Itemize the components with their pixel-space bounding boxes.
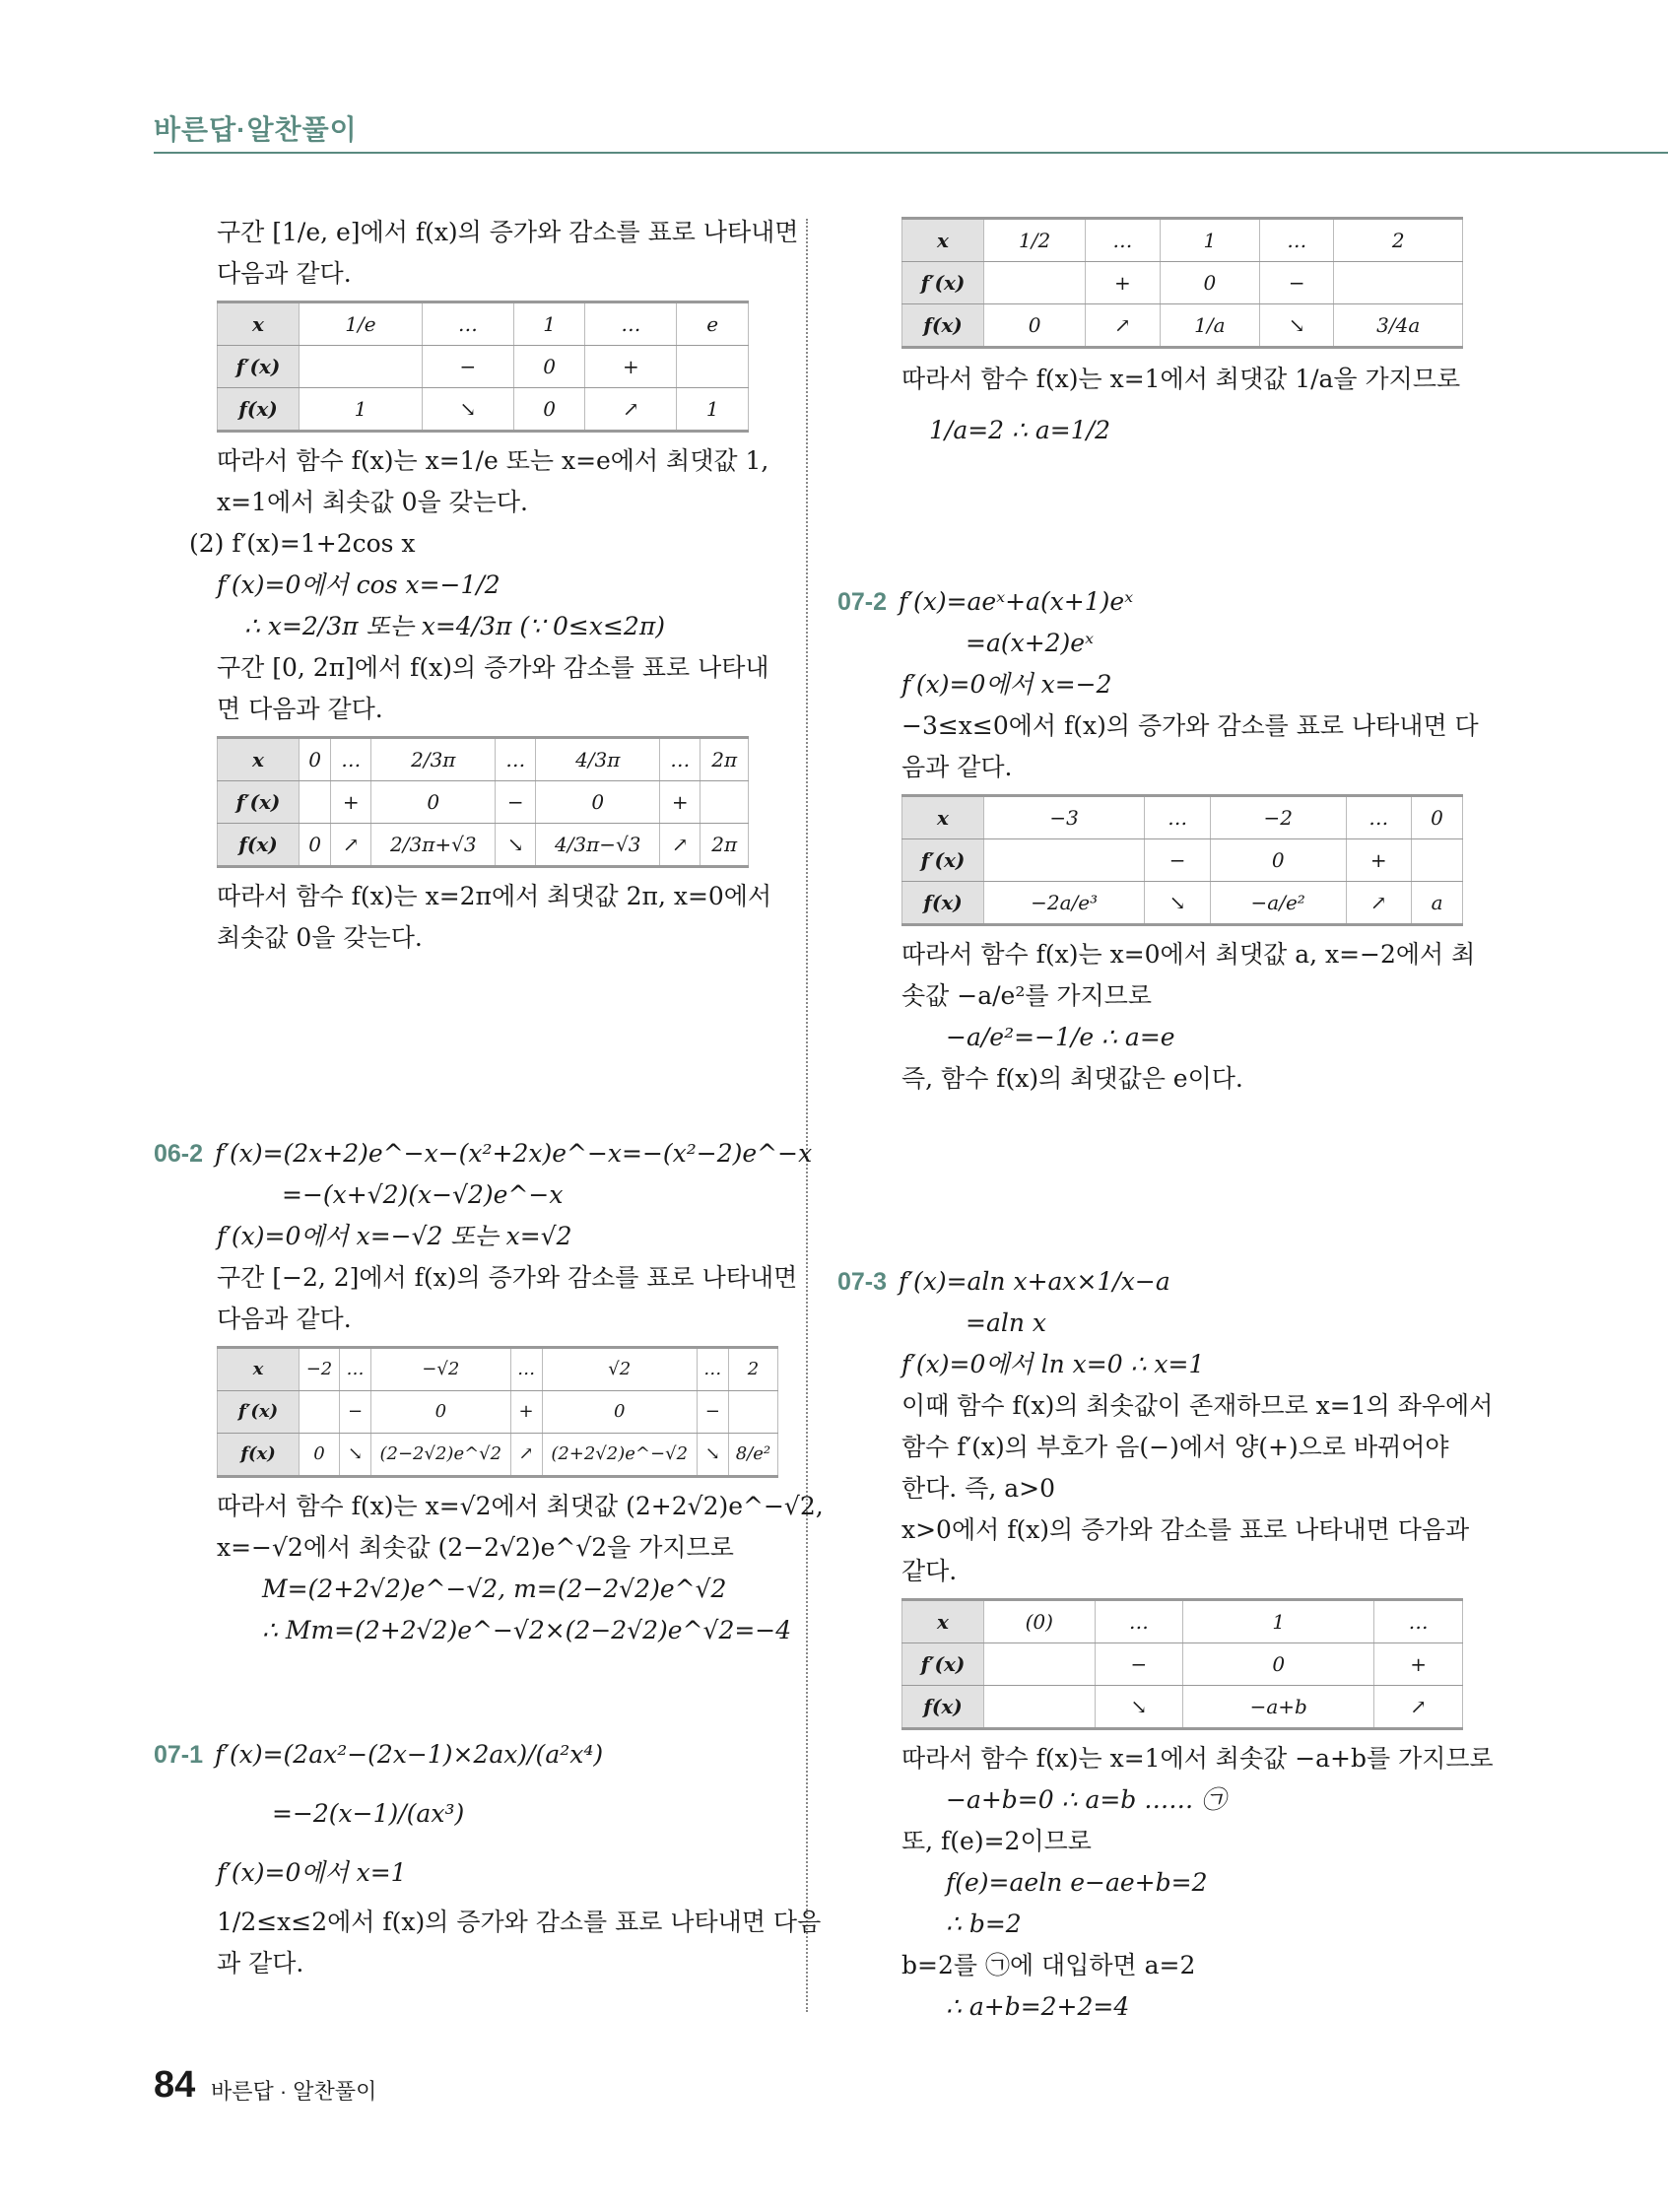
table-cell: f(x) — [218, 1434, 300, 1477]
table-cell: x — [902, 1600, 984, 1643]
table-cell: … — [585, 302, 677, 346]
table-cell: f′(x) — [218, 346, 300, 388]
equation-line: =a(x+2)eˣ — [966, 629, 1094, 657]
equation-line: f′(x)=0에서 cos x=−1/2 — [217, 570, 500, 599]
table-cell — [300, 1391, 340, 1434]
text-line: −3≤x≤0에서 f(x)의 증가와 감소를 표로 나타내면 다 — [901, 711, 1479, 740]
table-cell: … — [339, 1348, 370, 1391]
table-cell — [1334, 262, 1463, 304]
section-06-2 — [154, 1133, 824, 1651]
table-cell: ↘ — [1260, 304, 1334, 348]
table-row — [218, 302, 749, 346]
table-cell — [728, 1391, 777, 1434]
table-cell: − — [422, 346, 513, 388]
variation-table-07-2 — [901, 794, 1463, 926]
equation-line — [837, 581, 1468, 623]
equation-line: f′(x)=0에서 x=−2 — [901, 670, 1112, 699]
table-cell: f(x) — [218, 388, 300, 432]
table-cell: 0 — [536, 781, 660, 824]
table-cell: − — [697, 1391, 728, 1434]
equation-text: f′(x)=(2ax²−(2x−1)×2ax)/(a²x⁴) — [215, 1740, 604, 1769]
section-07-3 — [837, 1261, 1494, 2028]
table-cell: −2 — [1210, 796, 1346, 839]
table-cell: 1 — [1183, 1600, 1374, 1643]
table-cell: … — [510, 1348, 542, 1391]
problem-label: 07-2 — [837, 588, 888, 616]
table-row — [218, 1348, 778, 1391]
right-column — [901, 217, 1461, 451]
text-line: b=2를 ㉠에 대입하면 a=2 — [901, 1951, 1196, 1979]
table-cell: 3/4a — [1334, 304, 1463, 348]
table-cell: (2−2√2)e^√2 — [371, 1434, 510, 1477]
table-cell: 1/a — [1160, 304, 1259, 348]
variation-table-07-3 — [901, 1598, 1463, 1730]
table-cell: 0 — [542, 1391, 697, 1434]
table-cell: f′(x) — [902, 839, 984, 882]
text-line: 음과 같다. — [901, 753, 1013, 781]
text-line: 즉, 함수 f(x)의 최댓값은 e이다. — [901, 1064, 1243, 1093]
table-cell: 0 — [300, 1434, 340, 1477]
table-cell — [984, 839, 1145, 882]
table-cell: −2 — [300, 1348, 340, 1391]
text-line: 다음과 같다. — [217, 259, 352, 288]
table-cell: 0 — [984, 304, 1086, 348]
text-line: x=1에서 최솟값 0을 갖는다. — [217, 488, 528, 516]
table-cell — [677, 346, 749, 388]
text-line: 솟값 −a/e²를 가지므로 — [901, 981, 1153, 1010]
problem-label: 07-1 — [154, 1741, 204, 1769]
table-cell: ↘ — [496, 824, 536, 867]
table-cell: + — [1086, 262, 1160, 304]
table-cell — [300, 346, 423, 388]
table-cell: x — [902, 796, 984, 839]
table-cell: f′(x) — [218, 1391, 300, 1434]
table-cell: f′(x) — [902, 1643, 984, 1686]
table-cell: f(x) — [902, 882, 984, 925]
equation-line: ∴ Mm=(2+2√2)e^−√2×(2−2√2)e^√2=−4 — [262, 1616, 792, 1644]
equation-line — [837, 1261, 1468, 1303]
table-cell: + — [1346, 839, 1412, 882]
text-line: 이때 함수 f(x)의 최솟값이 존재하므로 x=1의 좌우에서 — [901, 1391, 1494, 1420]
table-cell: … — [1145, 796, 1211, 839]
header-rule — [154, 152, 1668, 154]
text-line: 구간 [0, 2π]에서 f(x)의 증가와 감소를 표로 나타내 — [217, 653, 769, 682]
table-row — [218, 346, 749, 388]
table-cell: ↘ — [1095, 1686, 1183, 1729]
table-cell: 1/e — [300, 302, 423, 346]
equation-line: f′(x)=0에서 x=1 — [217, 1858, 407, 1887]
text-line: 구간 [−2, 2]에서 f(x)의 증가와 감소를 표로 나타내면 — [217, 1263, 798, 1292]
table-cell: 2π — [701, 824, 749, 867]
table-cell: … — [697, 1348, 728, 1391]
table-row — [902, 1686, 1463, 1729]
table-cell: −√2 — [371, 1348, 510, 1391]
table-cell: (2+2√2)e^−√2 — [542, 1434, 697, 1477]
table-cell: + — [510, 1391, 542, 1434]
table-cell: 1 — [677, 388, 749, 432]
table-cell: … — [660, 738, 701, 781]
table-cell: f′(x) — [902, 262, 984, 304]
table-cell: x — [218, 302, 300, 346]
table-cell — [300, 781, 331, 824]
table-cell: ↘ — [1145, 882, 1211, 925]
table-cell: f(x) — [902, 1686, 984, 1729]
text-line: 또, f(e)=2이므로 — [901, 1827, 1092, 1855]
table-cell: 0 — [513, 388, 585, 432]
text-line: 최솟값 0을 갖는다. — [217, 923, 423, 952]
problem-label: 06-2 — [154, 1140, 204, 1168]
table-cell: 1 — [300, 388, 423, 432]
table-cell — [984, 262, 1086, 304]
equation-line: f′(x)=0에서 x=−√2 또는 x=√2 — [217, 1222, 572, 1250]
table-cell: ↘ — [697, 1434, 728, 1477]
table-cell: √2 — [542, 1348, 697, 1391]
table-cell — [984, 1643, 1096, 1686]
text-line: 과 같다. — [217, 1949, 304, 1977]
table-cell: 2π — [701, 738, 749, 781]
section-07-1 — [154, 1734, 822, 1984]
table-row — [218, 738, 749, 781]
table-cell: x — [218, 1348, 300, 1391]
table-cell: x — [218, 738, 300, 781]
equation-line: =−2(x−1)/(ax³) — [272, 1799, 465, 1828]
footer-title: 바른답 · 알찬풀이 — [211, 2079, 377, 2104]
table-cell: −a/e² — [1210, 882, 1346, 925]
text-line: 다음과 같다. — [217, 1305, 352, 1333]
equation-text: f′(x)=aeˣ+a(x+1)eˣ — [899, 587, 1134, 616]
table-cell: ↗ — [1346, 882, 1412, 925]
table-cell: f(x) — [218, 824, 300, 867]
equation-line: ∴ a+b=2+2=4 — [946, 1992, 1130, 2021]
table-cell: (0) — [984, 1600, 1096, 1643]
table-row — [902, 839, 1463, 882]
table-cell: … — [422, 302, 513, 346]
table-cell: 4/3π−√3 — [536, 824, 660, 867]
table-cell — [1412, 839, 1463, 882]
table-cell: 0 — [300, 824, 331, 867]
table-cell: ↗ — [585, 388, 677, 432]
text-line: x>0에서 f(x)의 증가와 감소를 표로 나타내면 다음과 — [901, 1515, 1470, 1544]
problem-label: 07-3 — [837, 1268, 888, 1296]
table-cell: + — [1374, 1643, 1463, 1686]
text-line: 따라서 함수 f(x)는 x=1에서 최솟값 −a+b를 가지므로 — [901, 1744, 1494, 1773]
text-line: 같다. — [901, 1557, 958, 1585]
table-cell: −3 — [984, 796, 1145, 839]
section-07-2 — [837, 581, 1479, 1100]
table-cell: 0 — [1412, 796, 1463, 839]
table-cell: 0 — [513, 346, 585, 388]
table-row — [902, 796, 1463, 839]
variation-table-07-1 — [901, 217, 1463, 349]
table-row — [218, 781, 749, 824]
table-cell: ↗ — [660, 824, 701, 867]
table-cell: … — [1260, 219, 1334, 262]
text-line: (2) f′(x)=1+2cos x — [189, 529, 416, 558]
table-cell: … — [1346, 796, 1412, 839]
table-cell — [984, 1686, 1096, 1729]
table-cell: 1 — [513, 302, 585, 346]
table-cell: ↘ — [422, 388, 513, 432]
table-cell: ↗ — [1086, 304, 1160, 348]
equation-line: f(e)=aeln e−ae+b=2 — [946, 1868, 1208, 1897]
equation-line — [154, 1133, 813, 1174]
equation-text: f′(x)=aln x+ax×1/x−a — [899, 1267, 1170, 1296]
table-cell: 1 — [1160, 219, 1259, 262]
text-line: 따라서 함수 f(x)는 x=2π에서 최댓값 2π, x=0에서 — [217, 882, 772, 910]
text-line: 함수 f′(x)의 부호가 음(−)에서 양(+)으로 바뀌어야 — [901, 1433, 1449, 1461]
table-cell: 4/3π — [536, 738, 660, 781]
table-cell: 0 — [300, 738, 331, 781]
variation-table-2 — [217, 736, 749, 868]
equation-line: =−(x+√2)(x−√2)e^−x — [282, 1180, 564, 1209]
table-cell: + — [660, 781, 701, 824]
table-cell: … — [331, 738, 371, 781]
table-cell: … — [1374, 1600, 1463, 1643]
text-line: 따라서 함수 f(x)는 x=√2에서 최댓값 (2+2√2)e^−√2, — [217, 1492, 824, 1520]
table-cell: − — [1260, 262, 1334, 304]
table-row — [902, 882, 1463, 925]
table-cell: − — [1095, 1643, 1183, 1686]
table-cell: 0 — [371, 781, 496, 824]
table-cell: f′(x) — [218, 781, 300, 824]
table-cell: + — [585, 346, 677, 388]
equation-line: 1/a=2 ∴ a=1/2 — [929, 416, 1110, 444]
left-column — [189, 212, 799, 959]
variation-table-06-2 — [217, 1346, 778, 1478]
table-cell: 2/3π — [371, 738, 496, 781]
text-line: 따라서 함수 f(x)는 x=1에서 최댓값 1/a을 가지므로 — [901, 365, 1461, 393]
text-line: 1/2≤x≤2에서 f(x)의 증가와 감소를 표로 나타내면 다음 — [217, 1908, 822, 1936]
table-row — [218, 1434, 778, 1477]
text-line: 따라서 함수 f(x)는 x=0에서 최댓값 a, x=−2에서 최 — [901, 940, 1476, 969]
equation-line: ∴ b=2 — [946, 1910, 1022, 1938]
table-cell: a — [1412, 882, 1463, 925]
table-cell: 0 — [1210, 839, 1346, 882]
table-row — [902, 1600, 1463, 1643]
table-cell: … — [1086, 219, 1160, 262]
table-cell: −a+b — [1183, 1686, 1374, 1729]
text-line: x=−√2에서 최솟값 (2−2√2)e^√2을 가지므로 — [217, 1533, 734, 1562]
table-cell: − — [496, 781, 536, 824]
table-cell: + — [331, 781, 371, 824]
table-cell: 0 — [1160, 262, 1259, 304]
table-cell: ↘ — [339, 1434, 370, 1477]
equation-line: f′(x)=0에서 ln x=0 ∴ x=1 — [901, 1350, 1205, 1378]
table-cell: … — [496, 738, 536, 781]
table-cell: 2 — [1334, 219, 1463, 262]
equation-line: ∴ x=2/3π 또는 x=4/3π (∵ 0≤x≤2π) — [244, 612, 666, 640]
equation-text: f′(x)=(2x+2)e^−x−(x²+2x)e^−x=−(x²−2)e^−x — [215, 1139, 813, 1168]
table-cell: 1/2 — [984, 219, 1086, 262]
text-line: 면 다음과 같다. — [217, 695, 383, 723]
table-row — [218, 1391, 778, 1434]
table-row — [218, 824, 749, 867]
table-row — [902, 219, 1463, 262]
text-line: 따라서 함수 f(x)는 x=1/e 또는 x=e에서 최댓값 1, — [217, 446, 769, 475]
table-cell: ↗ — [331, 824, 371, 867]
table-cell: f(x) — [902, 304, 984, 348]
text-line: 구간 [1/e, e]에서 f(x)의 증가와 감소를 표로 나타내면 — [217, 218, 799, 246]
table-cell: 8/e² — [728, 1434, 777, 1477]
equation-line: =aln x — [966, 1308, 1046, 1337]
table-cell: ↗ — [510, 1434, 542, 1477]
equation-line: M=(2+2√2)e^−√2, m=(2−2√2)e^√2 — [262, 1575, 727, 1603]
table-cell: 0 — [1183, 1643, 1374, 1686]
text-line: 한다. 즉, a>0 — [901, 1474, 1055, 1503]
page-number: 84 — [154, 2064, 196, 2106]
header-title: 바른답·알찬풀이 — [154, 114, 358, 145]
table-cell: ↗ — [1374, 1686, 1463, 1729]
equation-line: −a/e²=−1/e ∴ a=e — [946, 1023, 1175, 1051]
table-cell: −2a/e³ — [984, 882, 1145, 925]
table-row — [902, 1643, 1463, 1686]
table-cell: e — [677, 302, 749, 346]
table-cell: 0 — [371, 1391, 510, 1434]
equation-line: −a+b=0 ∴ a=b …… ㉠ — [946, 1785, 1227, 1814]
table-cell: … — [1095, 1600, 1183, 1643]
variation-table-1 — [217, 301, 749, 433]
column-divider — [806, 219, 808, 2012]
table-cell: − — [339, 1391, 370, 1434]
table-cell: 2 — [728, 1348, 777, 1391]
table-row — [902, 304, 1463, 348]
table-cell: 2/3π+√3 — [371, 824, 496, 867]
equation-line — [154, 1734, 784, 1776]
table-cell: − — [1145, 839, 1211, 882]
table-row — [902, 262, 1463, 304]
table-row — [218, 388, 749, 432]
table-cell — [701, 781, 749, 824]
table-cell: x — [902, 219, 984, 262]
